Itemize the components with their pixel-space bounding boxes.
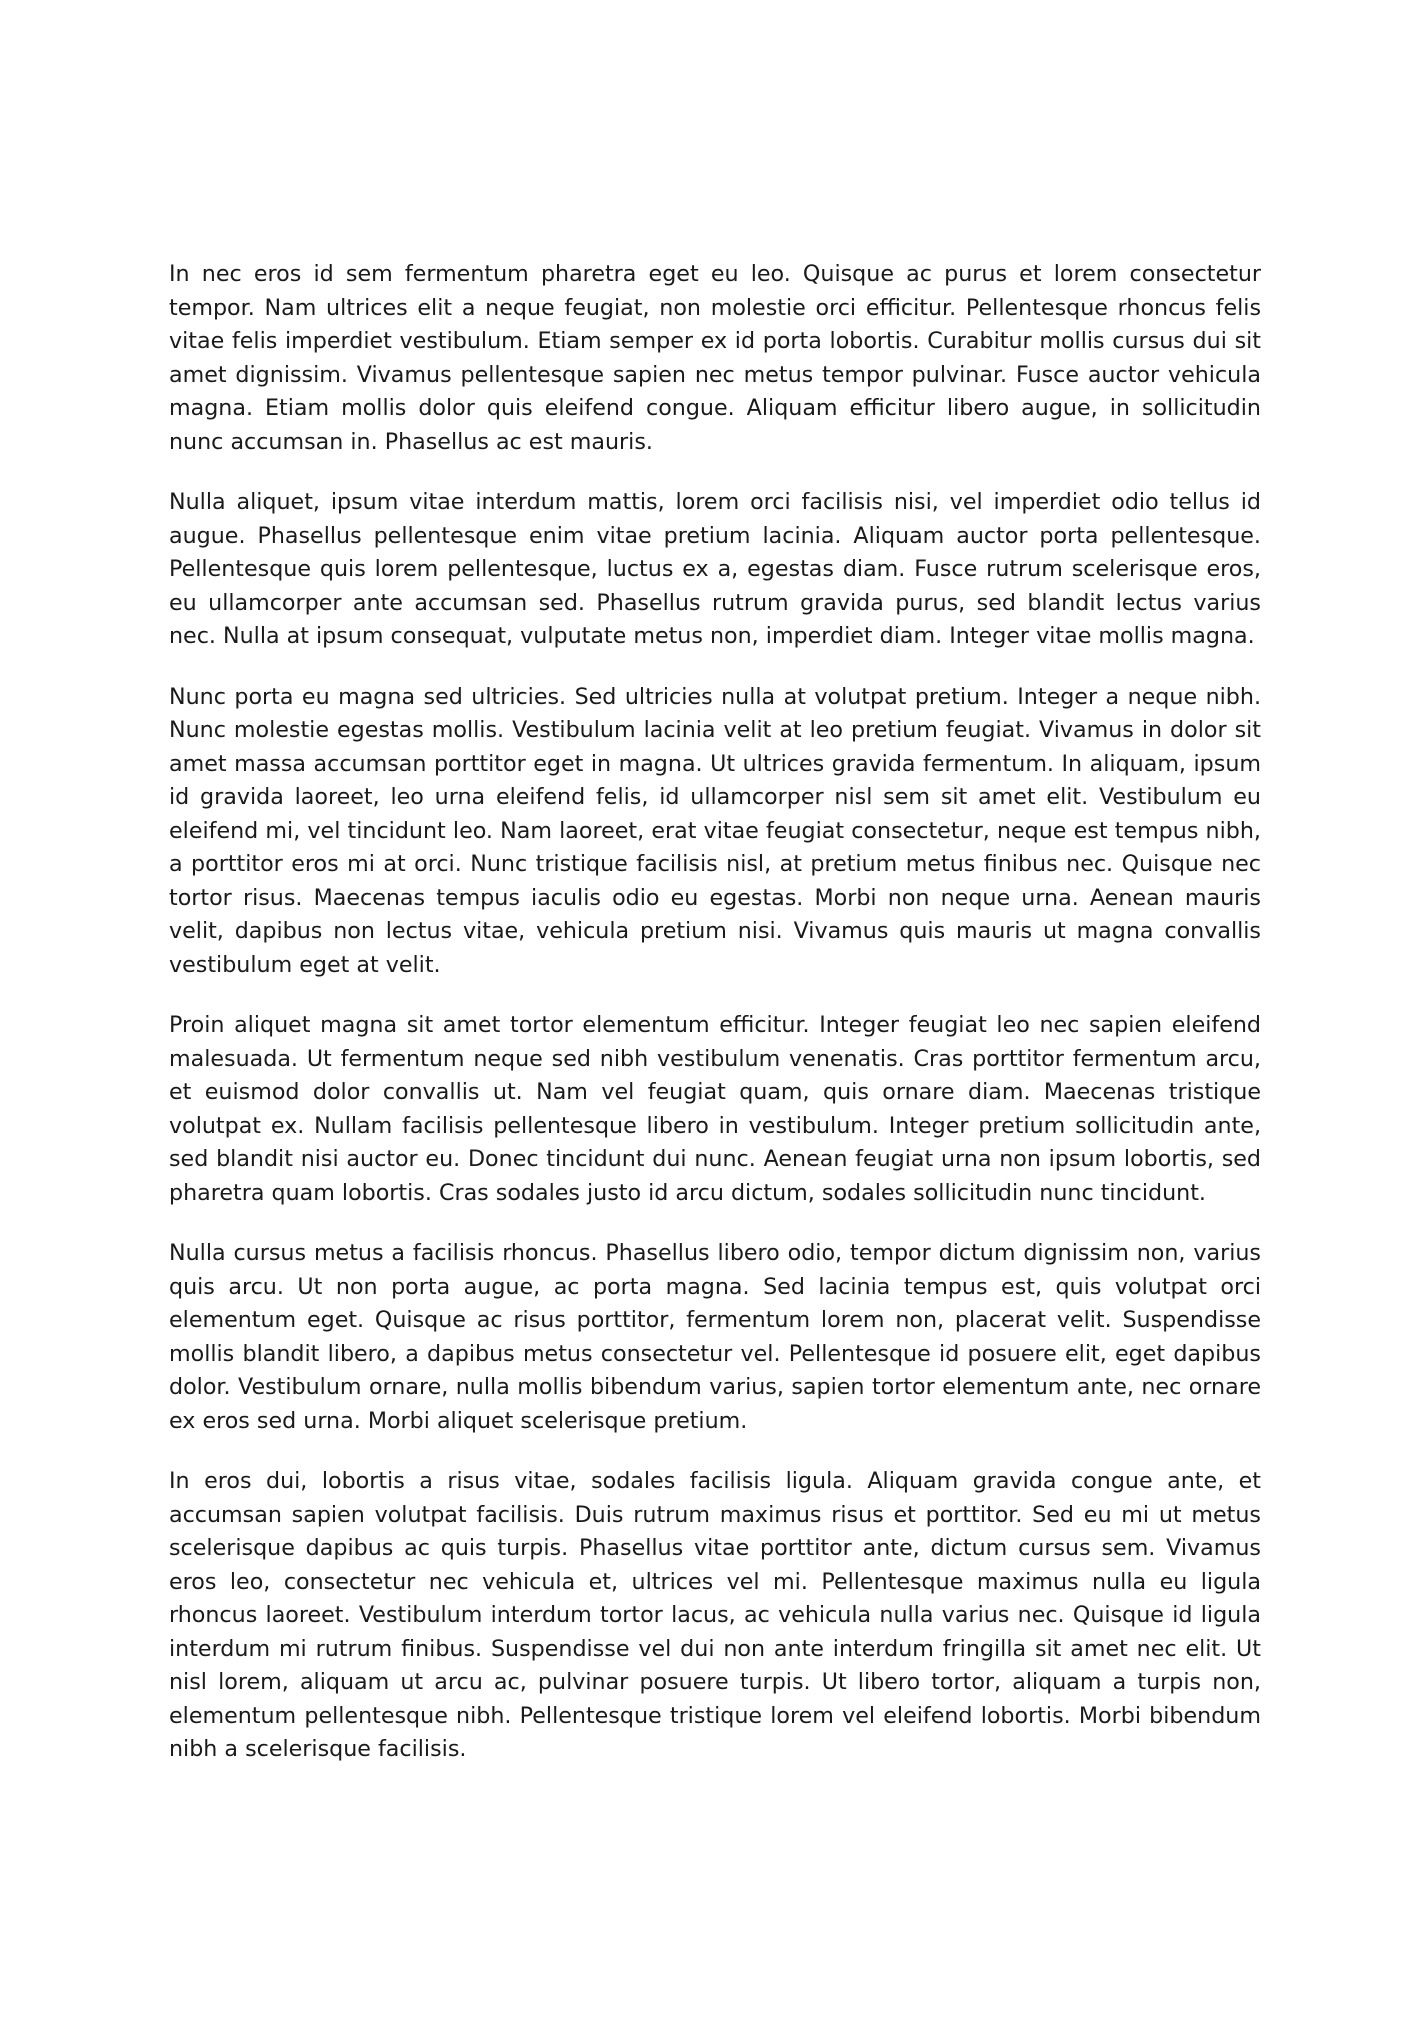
paragraph-1: In nec eros id sem fermentum pharetra eget eu leo. Quisque ac purus et lorem consectetur tempor. Nam ultrices elit a neque feugiat, non molestie orci efficitur. Pellentesque rhoncus felis vitae felis imperdiet vestibulum. Etiam semper ex id porta lobortis. Curabitur mollis cursus dui sit amet dignissim. Vivamus pellentesque sapien nec metus tempor pulvinar. Fusce auctor vehicula magna. Etiam mollis dolor quis eleifend congue. Aliquam efficitur libero augue, in sollicitudin nunc accumsan in. Phasellus ac est mauris. [169,261,1261,455]
paragraph-2: Nulla aliquet, ipsum vitae interdum mattis, lorem orci facilisis nisi, vel imperdiet odio tellus id augue. Phasellus pellentesque enim vitae pretium lacinia. Aliquam auctor porta pellentesque. Pellentesque quis lorem pellentesque, luctus ex a, egestas diam. Fusce rutrum scelerisque eros, eu ullamcorper ante accumsan sed. Phasellus rutrum gravida purus, sed blandit lectus varius nec. Nulla at ipsum consequat, vulputate metus non, imperdiet diam. Integer vitae mollis magna. [169,489,1261,649]
paragraph-3: Nunc porta eu magna sed ultricies. Sed ultricies nulla at volutpat pretium. Integer a neque nibh. Nunc molestie egestas mollis. Vestibulum lacinia velit at leo pretium feugiat. Vivamus in dolor sit amet massa accumsan porttitor eget in magna. Ut ultrices gravida fermentum. In aliquam, ipsum id gravida laoreet, leo urna eleifend felis, id ullamcorper nisl sem sit amet elit. Vestibulum eu eleifend mi, vel tincidunt leo. Nam laoreet, erat vitae feugiat consectetur, neque est tempus nibh, a porttitor eros mi at orci. Nunc tristique facilisis nisl, at pretium metus finibus nec. Quisque nec tortor risus. Maecenas tempus iaculis odio eu egestas. Morbi non neque urna. Aenean mauris velit, dapibus non lectus vitae, vehicula pretium nisi. Vivamus quis mauris ut magna convallis vestibulum eget at velit. [169,683,1261,978]
paragraph-4: Proin aliquet magna sit amet tortor elementum efficitur. Integer feugiat leo nec sapien eleifend malesuada. Ut fermentum neque sed nibh vestibulum venenatis. Cras porttitor fermentum arcu, et euismod dolor convallis ut. Nam vel feugiat quam, quis ornare diam. Maecenas tristique volutpat ex. Nullam facilisis pellentesque libero in vestibulum. Integer pretium sollicitudin ante, sed blandit nisi auctor eu. Donec tincidunt dui nunc. Aenean feugiat urna non ipsum lobortis, sed pharetra quam lobortis. Cras sodales justo id arcu dictum, sodales sollicitudin nunc tincidunt. [169,1012,1261,1206]
paragraph-6: In eros dui, lobortis a risus vitae, sodales facilisis ligula. Aliquam gravida congue ante, et accumsan sapien volutpat facilisis. Duis rutrum maximus risus et porttitor. Sed eu mi ut metus scelerisque dapibus ac quis turpis. Phasellus vitae porttitor ante, dictum cursus sem. Vivamus eros leo, consectetur nec vehicula et, ultrices vel mi. Pellentesque maximus nulla eu ligula rhoncus laoreet. Vestibulum interdum tortor lacus, ac vehicula nulla varius nec. Quisque id ligula interdum mi rutrum finibus. Suspendisse vel dui non ante interdum fringilla sit amet nec elit. Ut nisl lorem, aliquam ut arcu ac, pulvinar posuere turpis. Ut libero tortor, aliquam a turpis non, elementum pellentesque nibh. Pellentesque tristique lorem vel eleifend lobortis. Morbi bibendum nibh a scelerisque facilisis. [169,1468,1261,1762]
document-body [169,258,1261,1794]
paragraph-5: Nulla cursus metus a facilisis rhoncus. Phasellus libero odio, tempor dictum dignissim non, varius quis arcu. Ut non porta augue, ac porta magna. Sed lacinia tempus est, quis volutpat orci elementum eget. Quisque ac risus porttitor, fermentum lorem non, placerat velit. Suspendisse mollis blandit libero, a dapibus metus consectetur vel. Pellentesque id posuere elit, eget dapibus dolor. Vestibulum ornare, nulla mollis bibendum varius, sapien tortor elementum ante, nec ornare ex eros sed urna. Morbi aliquet scelerisque pretium. [169,1240,1261,1434]
